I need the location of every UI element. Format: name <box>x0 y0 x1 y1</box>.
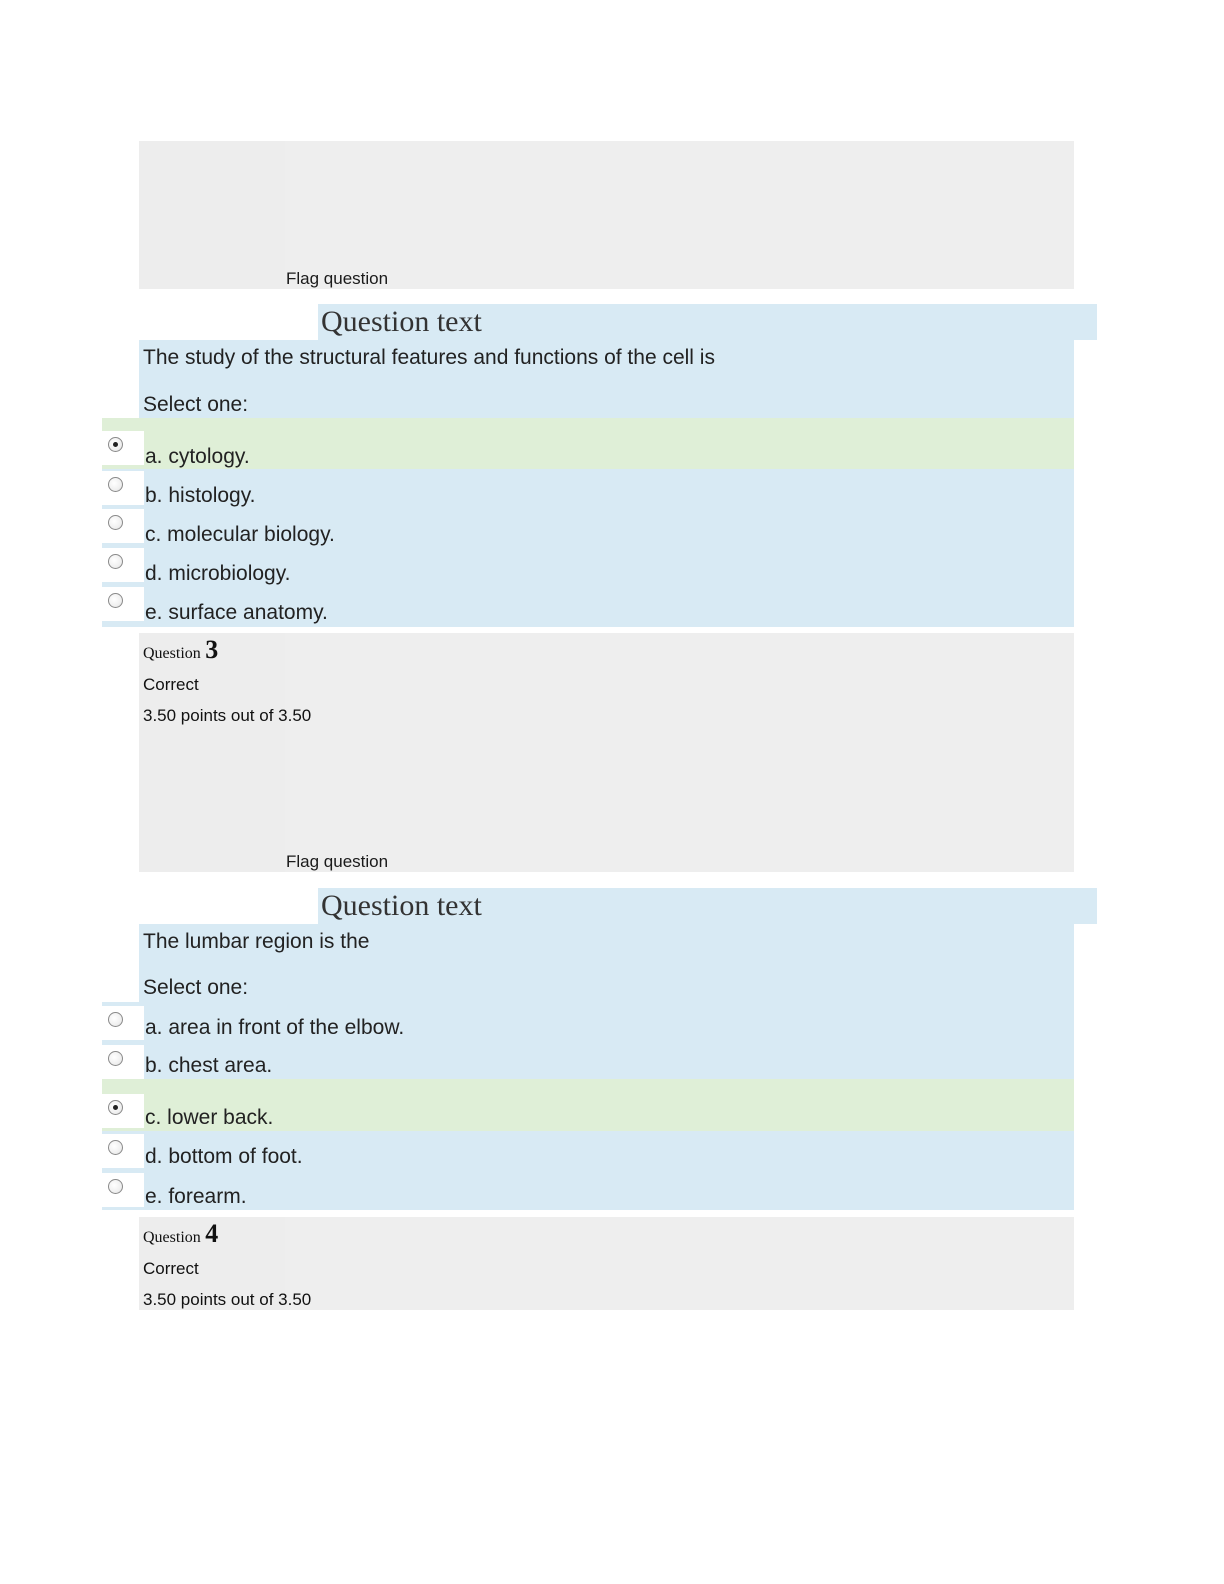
answer-option[interactable] <box>102 586 1074 627</box>
question-text-heading: Question text <box>318 304 1097 340</box>
info-inner-panel <box>285 1217 1074 1310</box>
radio-unchecked-icon[interactable] <box>108 1051 123 1066</box>
answer-label: a. cytology. <box>145 445 250 468</box>
radio-checked-icon[interactable] <box>108 1100 123 1115</box>
question-info-panel <box>139 633 1074 872</box>
question-number <box>143 1219 218 1249</box>
select-one-label: Select one: <box>143 393 249 416</box>
answer-label: b. chest area. <box>145 1054 273 1077</box>
radio-cell <box>102 431 144 465</box>
radio-unchecked-icon[interactable] <box>108 515 123 530</box>
question-word: Question <box>143 645 201 662</box>
info-inner-panel <box>285 633 1074 872</box>
question-number <box>143 635 218 665</box>
answer-option[interactable] <box>102 508 1074 547</box>
info-inner-panel <box>285 141 1074 289</box>
question-prompt: The lumbar region is the <box>143 930 370 953</box>
radio-cell <box>102 509 144 543</box>
answer-label: b. histology. <box>145 484 256 507</box>
answer-option[interactable] <box>102 1170 1074 1210</box>
question-info-panel <box>139 1217 1074 1310</box>
question-content-panel <box>139 340 1074 418</box>
question-grade: 3.50 points out of 3.50 <box>143 706 312 725</box>
question-info-panel <box>139 141 1074 289</box>
question-text-heading: Question text <box>318 888 1097 924</box>
question-number-value: 4 <box>205 1219 219 1248</box>
answer-label: d. bottom of foot. <box>145 1145 303 1168</box>
radio-cell <box>102 548 144 582</box>
select-one-label: Select one: <box>143 976 249 999</box>
answer-label: e. surface anatomy. <box>145 601 328 624</box>
radio-cell <box>102 1094 144 1128</box>
radio-unchecked-icon[interactable] <box>108 554 123 569</box>
radio-unchecked-icon[interactable] <box>108 593 123 608</box>
question-grade: 3.50 points out of 3.50 <box>143 1290 312 1309</box>
answer-label: c. lower back. <box>145 1106 274 1129</box>
radio-cell <box>102 587 144 621</box>
radio-unchecked-icon[interactable] <box>108 477 123 492</box>
answer-label: a. area in front of the elbow. <box>145 1016 405 1039</box>
radio-unchecked-icon[interactable] <box>108 1179 123 1194</box>
answer-option[interactable] <box>102 1131 1074 1170</box>
answer-label: c. molecular biology. <box>145 523 335 546</box>
radio-cell <box>102 1134 144 1168</box>
flag-question-link[interactable]: Flag question <box>286 852 389 871</box>
answer-label: e. forearm. <box>145 1185 247 1208</box>
radio-cell <box>102 1006 144 1040</box>
question-number-value: 3 <box>205 635 219 664</box>
answer-option[interactable] <box>102 418 1074 469</box>
radio-unchecked-icon[interactable] <box>108 1140 123 1155</box>
question-content-panel <box>139 924 1074 1002</box>
question-state: Correct <box>143 1259 199 1278</box>
answer-label: d. microbiology. <box>145 562 291 585</box>
radio-cell <box>102 1173 144 1207</box>
answer-list <box>102 1002 1074 1210</box>
answer-option[interactable] <box>102 1079 1074 1131</box>
radio-unchecked-icon[interactable] <box>108 1012 123 1027</box>
radio-cell <box>102 471 144 505</box>
radio-cell <box>102 1045 144 1079</box>
answer-option[interactable] <box>102 1002 1074 1040</box>
answer-option[interactable] <box>102 1040 1074 1079</box>
question-prompt: The study of the structural features and functions of the cell is <box>143 346 715 369</box>
answer-option[interactable] <box>102 469 1074 508</box>
question-word: Question <box>143 1229 201 1246</box>
radio-checked-icon[interactable] <box>108 437 123 452</box>
question-state: Correct <box>143 675 199 694</box>
answer-list <box>102 418 1074 627</box>
answer-option[interactable] <box>102 547 1074 586</box>
flag-question-link[interactable]: Flag question <box>286 269 389 288</box>
